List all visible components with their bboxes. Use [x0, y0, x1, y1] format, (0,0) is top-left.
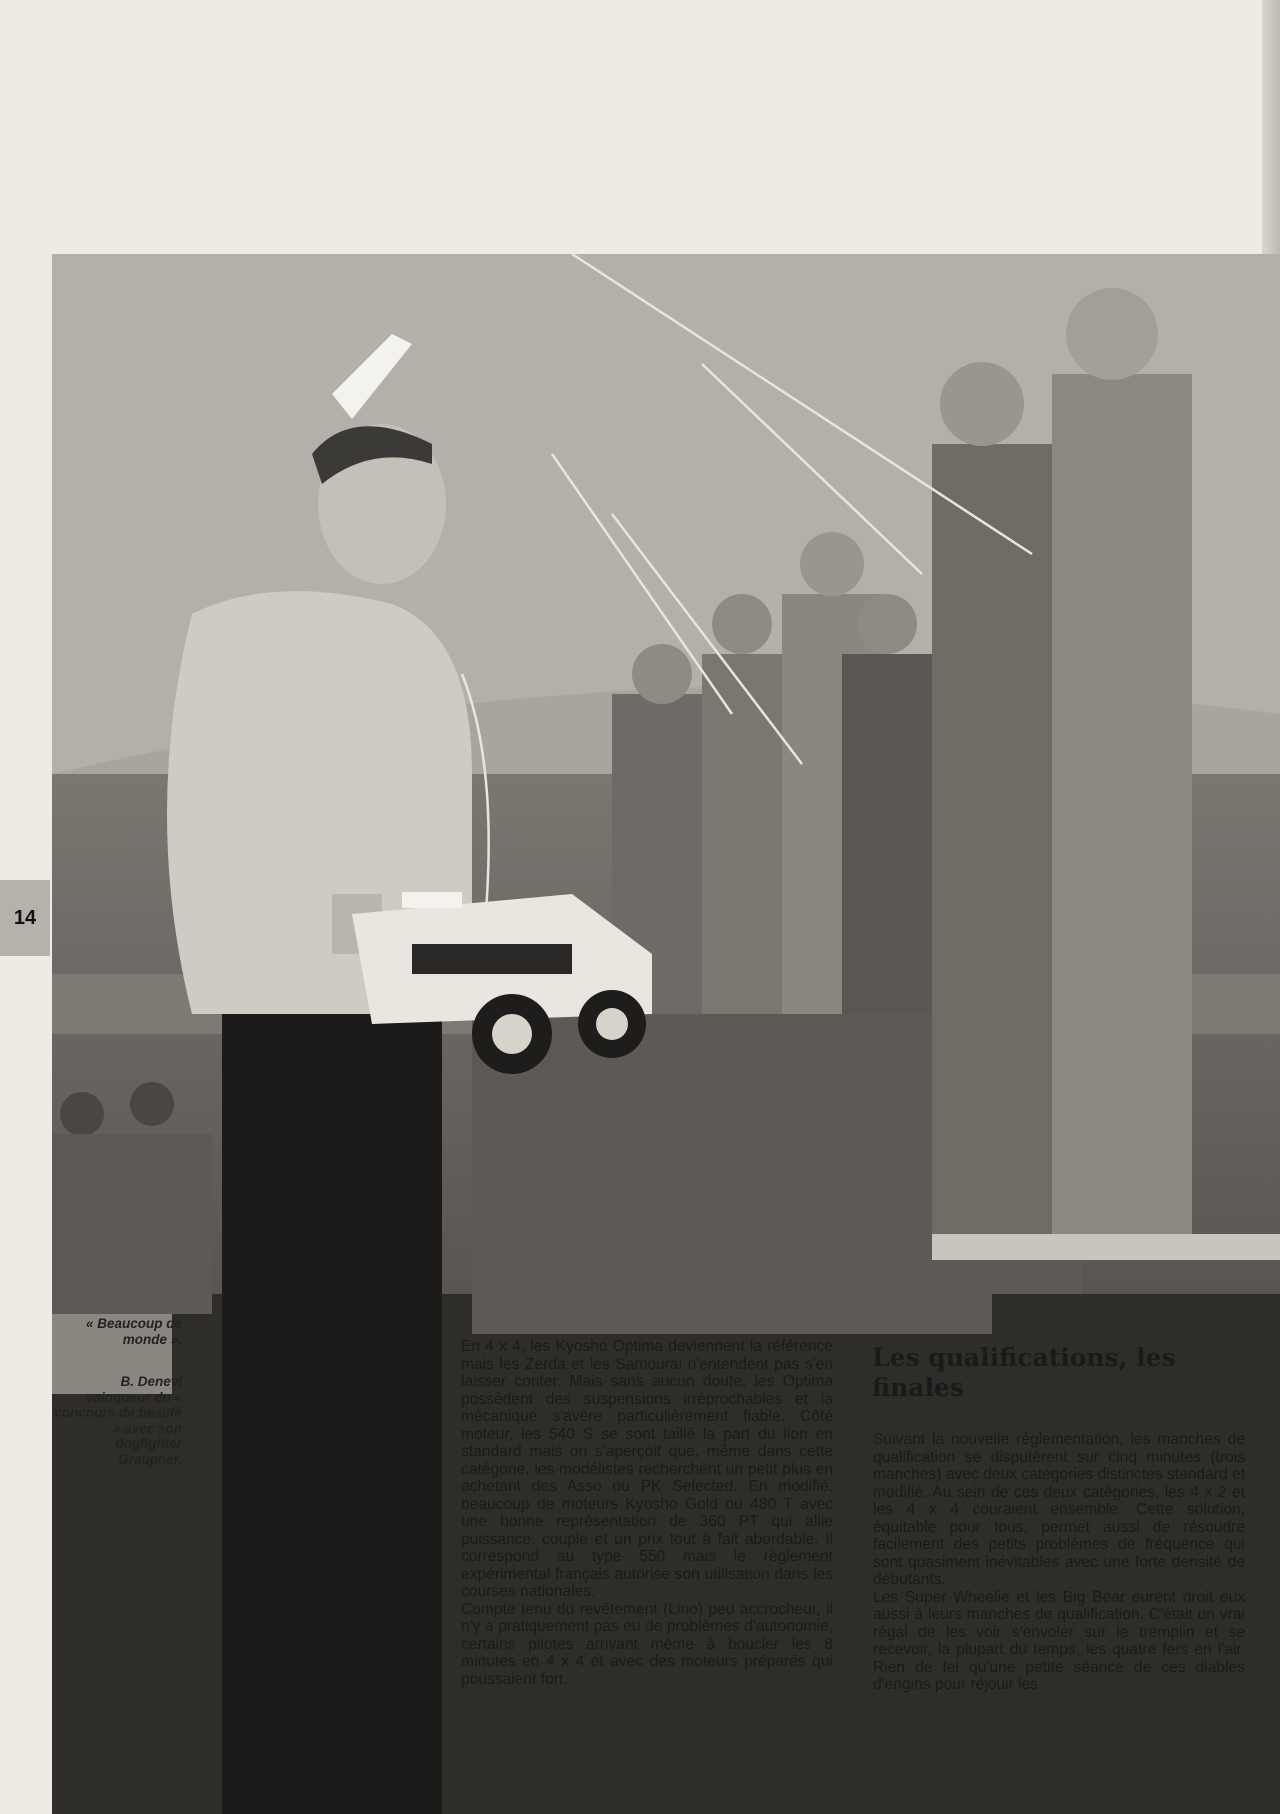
photo-caption-crowd: « Beaucoup de monde ». [85, 1316, 182, 1347]
photo-caption-winner: B. Denevi vainqueur du « concours de beauté » avec son dogfighter Graupner. [54, 1374, 182, 1467]
article-paragraph: Suivant la nouvelle réglementation, les manches de qualification se disputèrent sur cinq minutes (trois manches) avec deux catégories distinctes standard et modifié. Au sein de ces deux catégories, les 4 x 2 et les 4 x 4 couraient ensemble. Cette solution, équitable pour tous, permet aussi de résoudre facilement des petits problèmes de fréquence qui sont quasiment inévitables avec une forte densité de débutants. [873, 1431, 1245, 1588]
driver-stand [932, 1234, 1280, 1260]
section-heading: Les qualifications, les finales [872, 1343, 1176, 1402]
page-number: 14 [13, 906, 37, 929]
page-number-tab [0, 880, 50, 956]
crowd-bodies [52, 994, 1082, 1334]
article-column-2 [873, 1431, 1245, 1694]
article-column-1 [461, 1338, 833, 1688]
article-paragraph: En 4 x 4, les Kyosho Optima deviennent la référence mais les Zerda et les Samourai n'entendent pas s'en laisser conter. Mais sans aucun doute, les Optima possèdent des suspensions irréprochables et la mécanique s'avère particulièrement fiable. Côté moteur, les 540 S se sont taillé la part du lion en standard mais on s'aperçoit que, même dans cette catégorie, les modélistes recherchent un petit plus en achetant des Asso ou PK Selected. En modifié, beaucoup de moteurs Kyosho Gold ou 480 T avec une bonne représentation de 360 PT qui allie puissance, couple et un prix tout à fait abordable. Il correspond au type 550 mais le règlement expérimental français autorise son utilisation dans les courses nationales. [461, 1338, 833, 1600]
article-paragraph: Compte tenu du revêtement (Lino) peu accrocheur, il n'y a pratiquement pas eu de problèmes d'autonomie, certains pilotes arrivant même à boucler les 8 minutes en 4 x 4 et avec des moteurs préparés qui poussaient fort. [461, 1600, 833, 1688]
article-paragraph: Les Super Wheelie et les Big Bear eurent droit eux aussi à leurs manches de qualification. C'était un vrai régal de les voir s'envoler sur le tremplin et se recevoir, la plupart du temps, les quatre fers en l'air. Rien de tel qu'une petite séance de ces diables d'engins pour réjouir les [873, 1588, 1245, 1693]
